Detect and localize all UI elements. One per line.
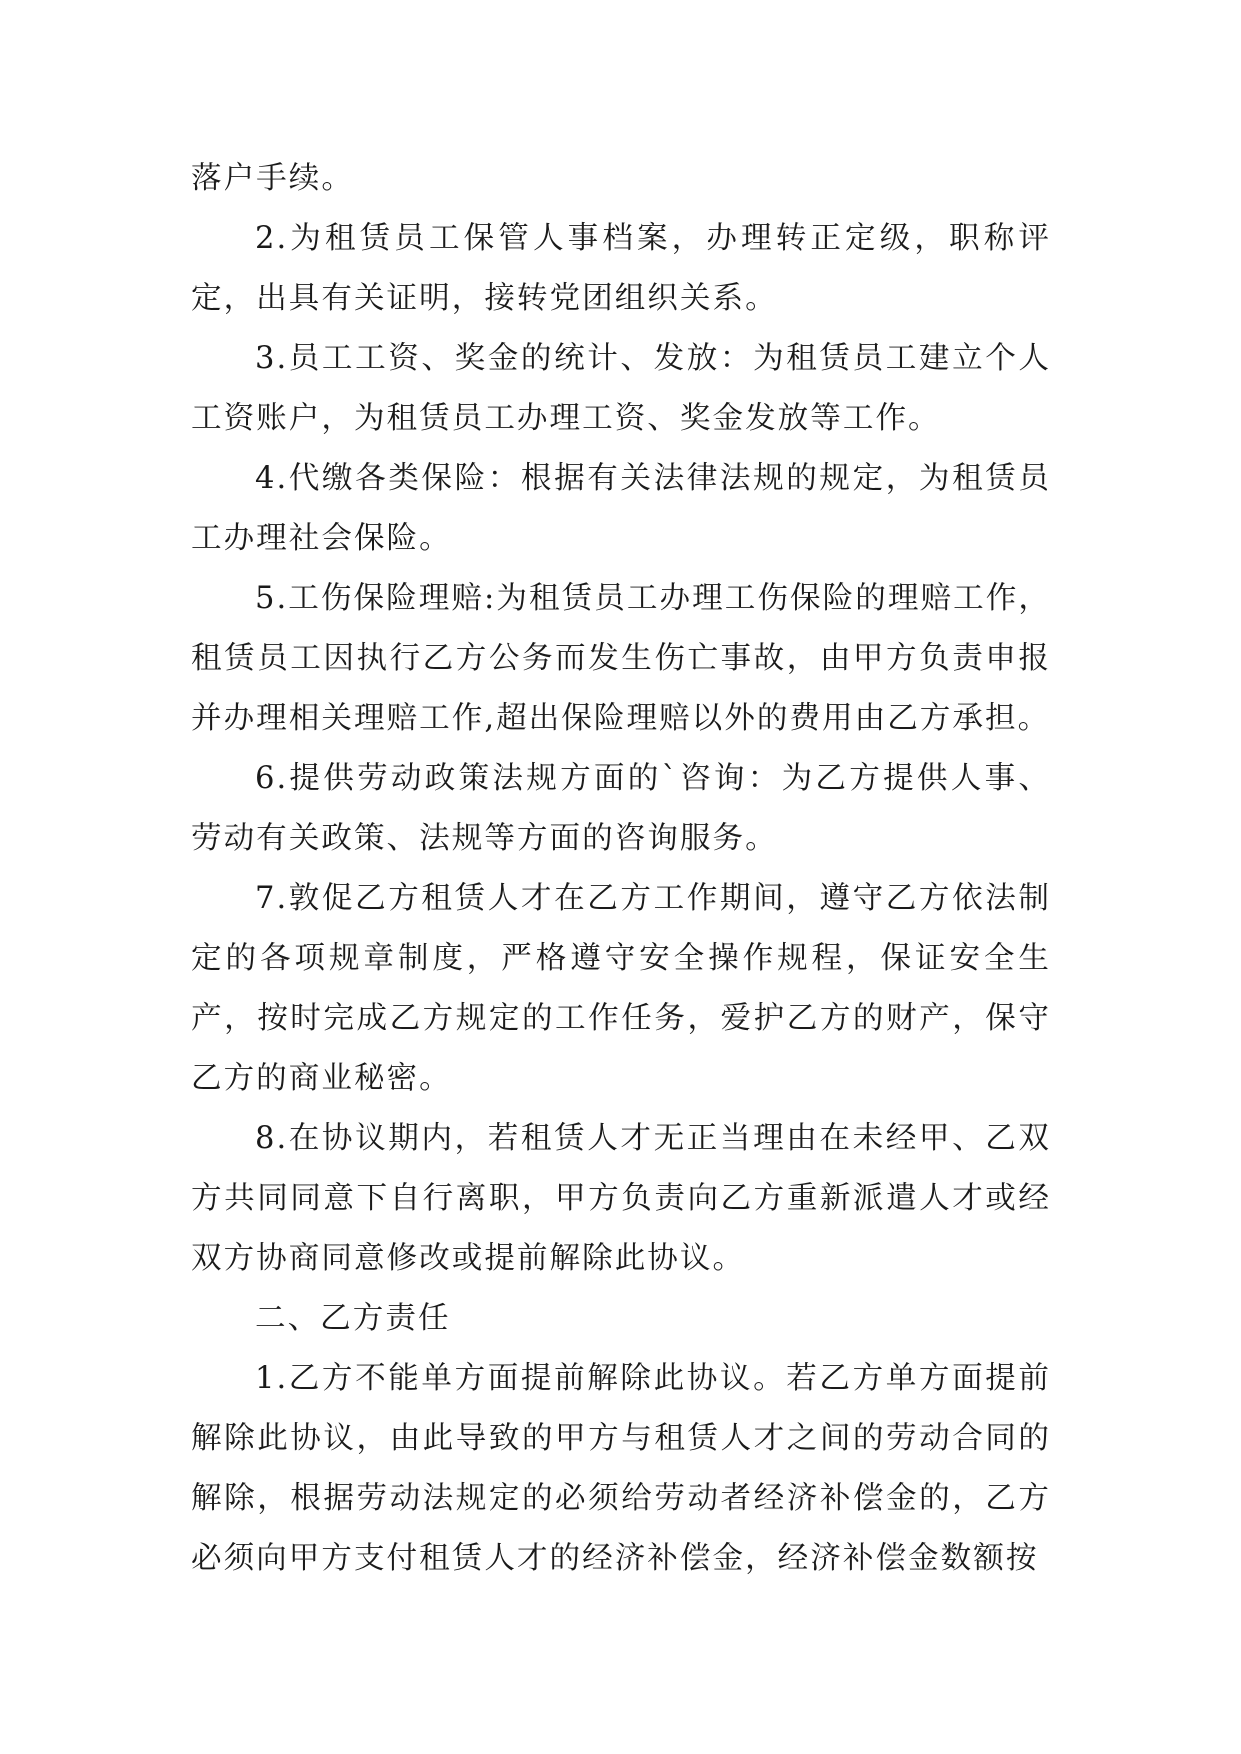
paragraph: 8.在协议期内，若租赁人才无正当理由在未经甲、乙双方共同同意下自行离职，甲方负责向乙方重新派遣人才或经双方协商同意修改或提前解除此协议。: [191, 1121, 1051, 1276]
paragraph: 5.工伤保险理赔:为租赁员工办理工伤保险的理赔工作，租赁员工因执行乙方公务而发生伤亡事故，由甲方负责申报并办理相关理赔工作,超出保险理赔以外的费用由乙方承担。: [191, 581, 1051, 736]
paragraph: 6.提供劳动政策法规方面的`咨询：为乙方提供人事、劳动有关政策、法规等方面的咨询服务。: [191, 761, 1051, 856]
paragraph: 7.敦促乙方租赁人才在乙方工作期间，遵守乙方依法制定的各项规章制度，严格遵守安全操作规程，保证安全生产，按时完成乙方规定的工作任务，爱护乙方的财产，保守乙方的商业秘密。: [191, 881, 1051, 1096]
paragraph: 3.员工工资、奖金的统计、发放：为租赁员工建立个人工资账户，为租赁员工办理工资、奖金发放等工作。: [191, 341, 1051, 436]
section-heading: 二、乙方责任: [255, 1301, 451, 1336]
paragraph: 落户手续。: [191, 161, 354, 196]
document-body: [191, 149, 1051, 1589]
paragraph: 1.乙方不能单方面提前解除此协议。若乙方单方面提前解除此协议，由此导致的甲方与租赁人才之间的劳动合同的解除，根据劳动法规定的必须给劳动者经济补偿金的，乙方必须向甲方支付租赁人才的经济补偿金，经济补偿金数额按: [191, 1361, 1051, 1576]
paragraph: 4.代缴各类保险：根据有关法律法规的规定，为租赁员工办理社会保险。: [191, 461, 1051, 556]
paragraph: 2.为租赁员工保管人事档案，办理转正定级，职称评定，出具有关证明，接转党团组织关系。: [191, 221, 1051, 316]
